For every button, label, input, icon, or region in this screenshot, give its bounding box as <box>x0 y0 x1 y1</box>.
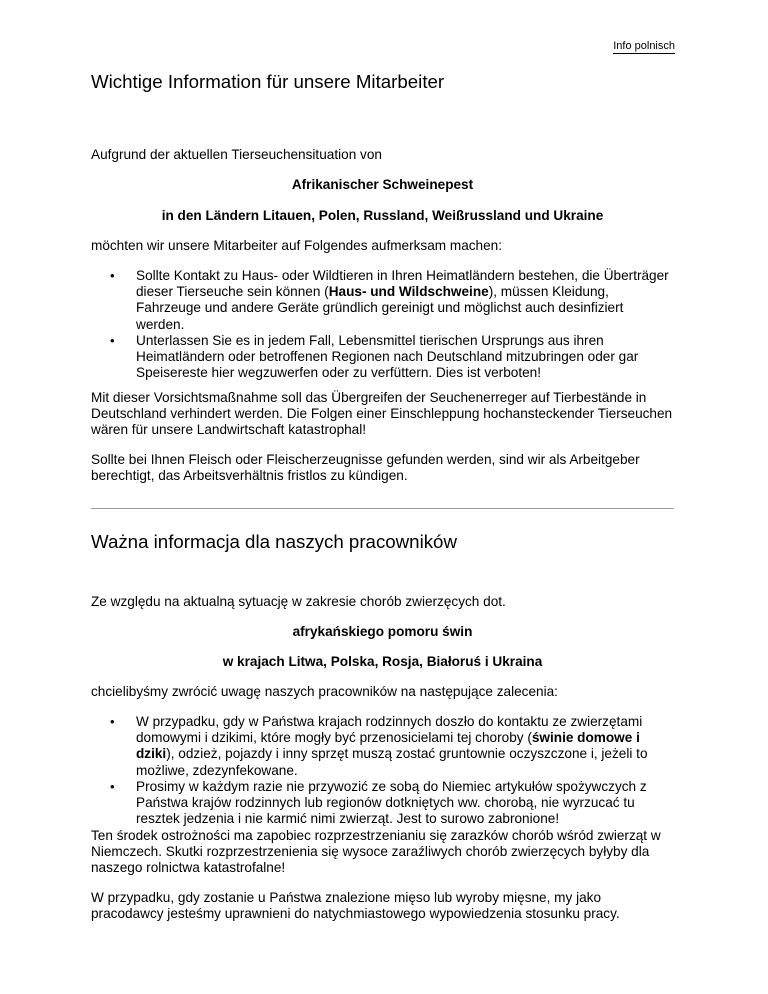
polish-para-2: W przypadku, gdy zostanie u Państwa znalezione mięso lub wyroby mięsne, my jako pracodawcy jesteśmy uprawnieni do natychmiastowego wypowiedzenia stosunku pracy. <box>91 890 620 922</box>
bullet-bold: świnie domowe i dziki <box>136 730 640 762</box>
german-bullet-list <box>91 268 674 381</box>
german-disease: Afrikanischer Schweinepest <box>291 177 474 192</box>
bullet-text: ), odzież, pojazdy i inny sprzęt muszą zostać gruntownie oczyszczone i, jeżeli to możliwe, zdezynfekowane. <box>136 746 648 778</box>
polish-lead: chcielibyśmy zwrócić uwagę naszych pracowników na następujące zalecenia: <box>91 684 558 699</box>
german-lead: möchten wir unsere Mitarbeiter auf Folgendes aufmerksam machen: <box>91 238 503 253</box>
bullet-text: Sollte Kontakt zu Haus- oder Wildtieren in Ihren Heimatländern bestehen, die Überträger dieser Tierseuche sein können ( <box>136 268 669 300</box>
section-divider <box>91 508 674 509</box>
header-tag: Info polnisch <box>613 40 675 52</box>
bullet-text: ), müssen Kleidung, Fahrzeuge und andere Geräte gründlich gereinigt und möglichst auch desinfiziert werden. <box>136 284 624 332</box>
polish-bullet-list <box>91 714 674 827</box>
list-item <box>91 268 674 333</box>
polish-para-1: Ten środek ostrożności ma zapobiec rozprzestrzenianiu się zarazków chorób wśród zwierząt w Niemczech. Skutki rozprzestrzenienia się wysoce zaraźliwych chorób zwierzęcych byłyby dla naszego rolnictwa katastrofalne! <box>91 828 661 876</box>
bullet-text: Prosimy w każdym razie nie przywozić ze sobą do Niemiec artykułów spożywczych z Państwa krajów rodzinnych lub regionów dotkniętych ww. chorobą, nie wyrzucać tu resztek jedzenia i nie karmić nimi zwierząt. Jest to surowo zabronione! <box>136 778 647 827</box>
bullet-text: Unterlassen Sie es in jedem Fall, Lebensmittel tierischen Ursprungs aus ihren Heimatländern oder betroffenen Regionen nach Deutschland mitzubringen oder gar Speisereste hier wegzuwerfen oder zu verfüttern. Dies ist verboten! <box>136 332 639 381</box>
german-para-1: Mit dieser Vorsichtsmaßnahme soll das Übergreifen der Seuchenerreger auf Tierbestände in Deutschland verhindert werden. Die Folgen einer Einschleppung hochansteckender Tierseuchen wären für unsere Landwirtschaft katastrophal! <box>91 390 673 438</box>
polish-countries: w krajach Litwa, Polska, Rosja, Białoruś i Ukraina <box>222 654 543 669</box>
polish-disease: afrykańskiego pomoru świn <box>292 624 473 639</box>
german-intro: Aufgrund der aktuellen Tierseuchensituation von <box>91 147 382 162</box>
polish-title: Ważna informacja dla naszych pracowników <box>91 531 457 552</box>
bullet-text: W przypadku, gdy w Państwa krajach rodzinnych doszło do kontaktu ze zwierzętami domowymi i dzikimi, które mogły być przenosicielami tej choroby ( <box>136 714 643 746</box>
bullet-bold: Haus- und Wildschweine <box>328 284 489 300</box>
list-item <box>91 779 674 828</box>
german-title: Wichtige Information für unsere Mitarbeiter <box>91 71 445 92</box>
polish-intro: Ze względu na aktualną sytuację w zakresie chorób zwierzęcych dot. <box>91 594 506 609</box>
list-item <box>91 333 674 382</box>
list-item <box>91 714 674 779</box>
german-para-2: Sollte bei Ihnen Fleisch oder Fleischerzeugnisse gefunden werden, sind wir als Arbeitgeber berechtigt, das Arbeitsverhältnis fristlos zu kündigen. <box>91 452 640 484</box>
german-countries: in den Ländern Litauen, Polen, Russland, Weißrussland und Ukraine <box>161 208 604 223</box>
